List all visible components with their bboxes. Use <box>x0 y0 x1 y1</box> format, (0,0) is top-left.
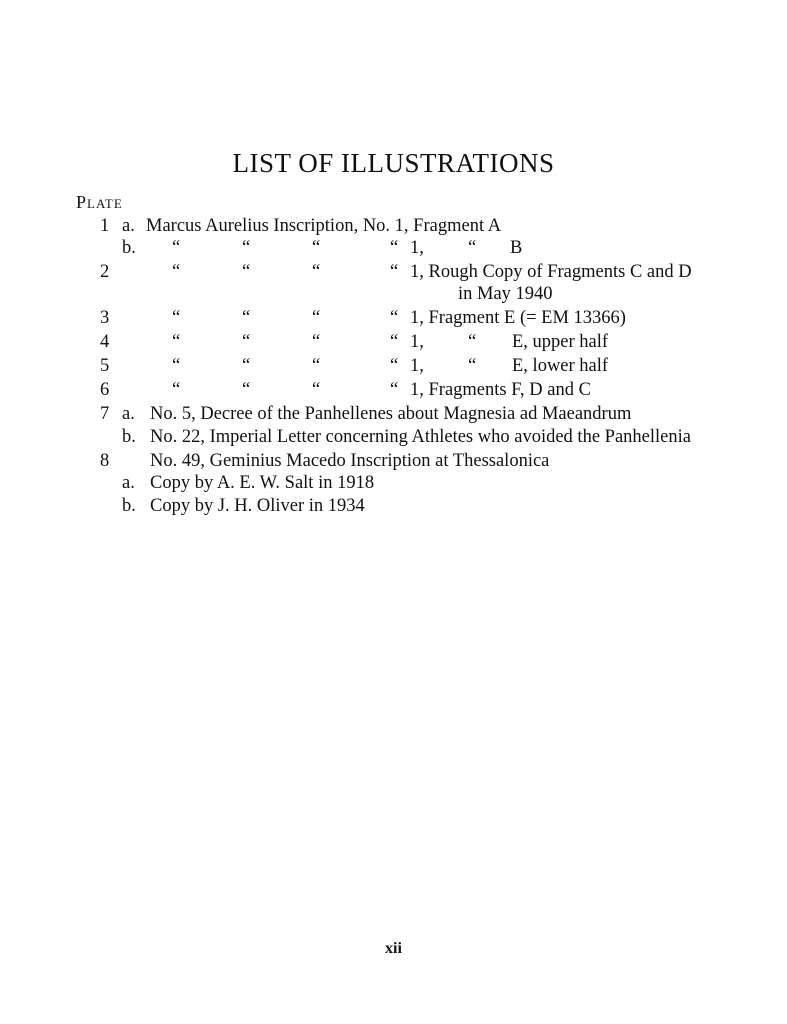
ditto-mark: “ <box>242 356 251 376</box>
plate-sub-label: a. <box>122 473 135 493</box>
entry-text: No. 49, Geminius Macedo Inscription at Thessalonica <box>150 451 550 471</box>
ditto-mark: “ <box>390 380 399 400</box>
ditto-mark: “ <box>242 308 251 328</box>
plate-heading: Plate <box>76 192 123 212</box>
ditto-mark: “ <box>312 380 321 400</box>
plate-number: 3 <box>100 308 110 328</box>
entry-text: Marcus Aurelius Inscription, No. 1, Fragment A <box>146 216 502 236</box>
entry-text: 1, Rough Copy of Fragments C and D <box>410 262 692 282</box>
ditto-mark: “ <box>468 332 477 352</box>
entry-text: No. 22, Imperial Letter concerning Athletes who avoided the Panhellenia <box>150 427 691 447</box>
entry-text-continuation: in May 1940 <box>458 284 553 304</box>
ditto-mark: “ <box>172 356 181 376</box>
plate-sub-label: b. <box>122 238 136 258</box>
ditto-mark: “ <box>468 238 477 258</box>
entry-tail: E, lower half <box>512 356 609 376</box>
entry-text: Copy by J. H. Oliver in 1934 <box>150 496 365 516</box>
plate-number: 2 <box>100 262 110 282</box>
entry-text: Copy by A. E. W. Salt in 1918 <box>150 473 375 493</box>
ditto-mark: “ <box>312 308 321 328</box>
ditto-mark: “ <box>172 332 181 352</box>
entry-text: 1, <box>410 332 424 352</box>
ditto-mark: “ <box>390 308 399 328</box>
plate-sub-label: a. <box>122 216 135 236</box>
ditto-mark: “ <box>242 238 251 258</box>
ditto-mark: “ <box>172 262 181 282</box>
page-title: LIST OF ILLUSTRATIONS <box>232 148 555 178</box>
ditto-mark: “ <box>242 380 251 400</box>
ditto-mark: “ <box>312 262 321 282</box>
entry-text: 1, Fragments F, D and C <box>410 380 591 400</box>
ditto-mark: “ <box>390 356 399 376</box>
plate-number: 6 <box>100 380 110 400</box>
plate-number: 7 <box>100 404 110 424</box>
plate-number: 5 <box>100 356 110 376</box>
ditto-mark: “ <box>242 332 251 352</box>
ditto-mark: “ <box>172 308 181 328</box>
ditto-mark: “ <box>312 238 321 258</box>
plate-sub-label: b. <box>122 496 136 516</box>
entry-tail: E, upper half <box>512 332 609 352</box>
ditto-mark: “ <box>390 238 399 258</box>
plate-number: 8 <box>100 451 110 471</box>
ditto-mark: “ <box>172 380 181 400</box>
plate-sub-label: a. <box>122 404 135 424</box>
plate-sub-label: b. <box>122 427 136 447</box>
ditto-mark: “ <box>312 332 321 352</box>
plate-number: 1 <box>100 216 110 236</box>
ditto-mark: “ <box>172 238 181 258</box>
page-number: xii <box>385 940 402 957</box>
ditto-mark: “ <box>468 356 477 376</box>
ditto-mark: “ <box>390 262 399 282</box>
entry-text: 1, <box>410 356 424 376</box>
entry-tail: B <box>510 238 523 258</box>
entry-text: 1, Fragment E (= EM 13366) <box>410 308 626 328</box>
ditto-mark: “ <box>390 332 399 352</box>
entry-text: 1, <box>410 238 424 258</box>
plate-number: 4 <box>100 332 110 352</box>
entry-text: No. 5, Decree of the Panhellenes about Magnesia ad Maeandrum <box>150 404 632 424</box>
ditto-mark: “ <box>312 356 321 376</box>
ditto-mark: “ <box>242 262 251 282</box>
